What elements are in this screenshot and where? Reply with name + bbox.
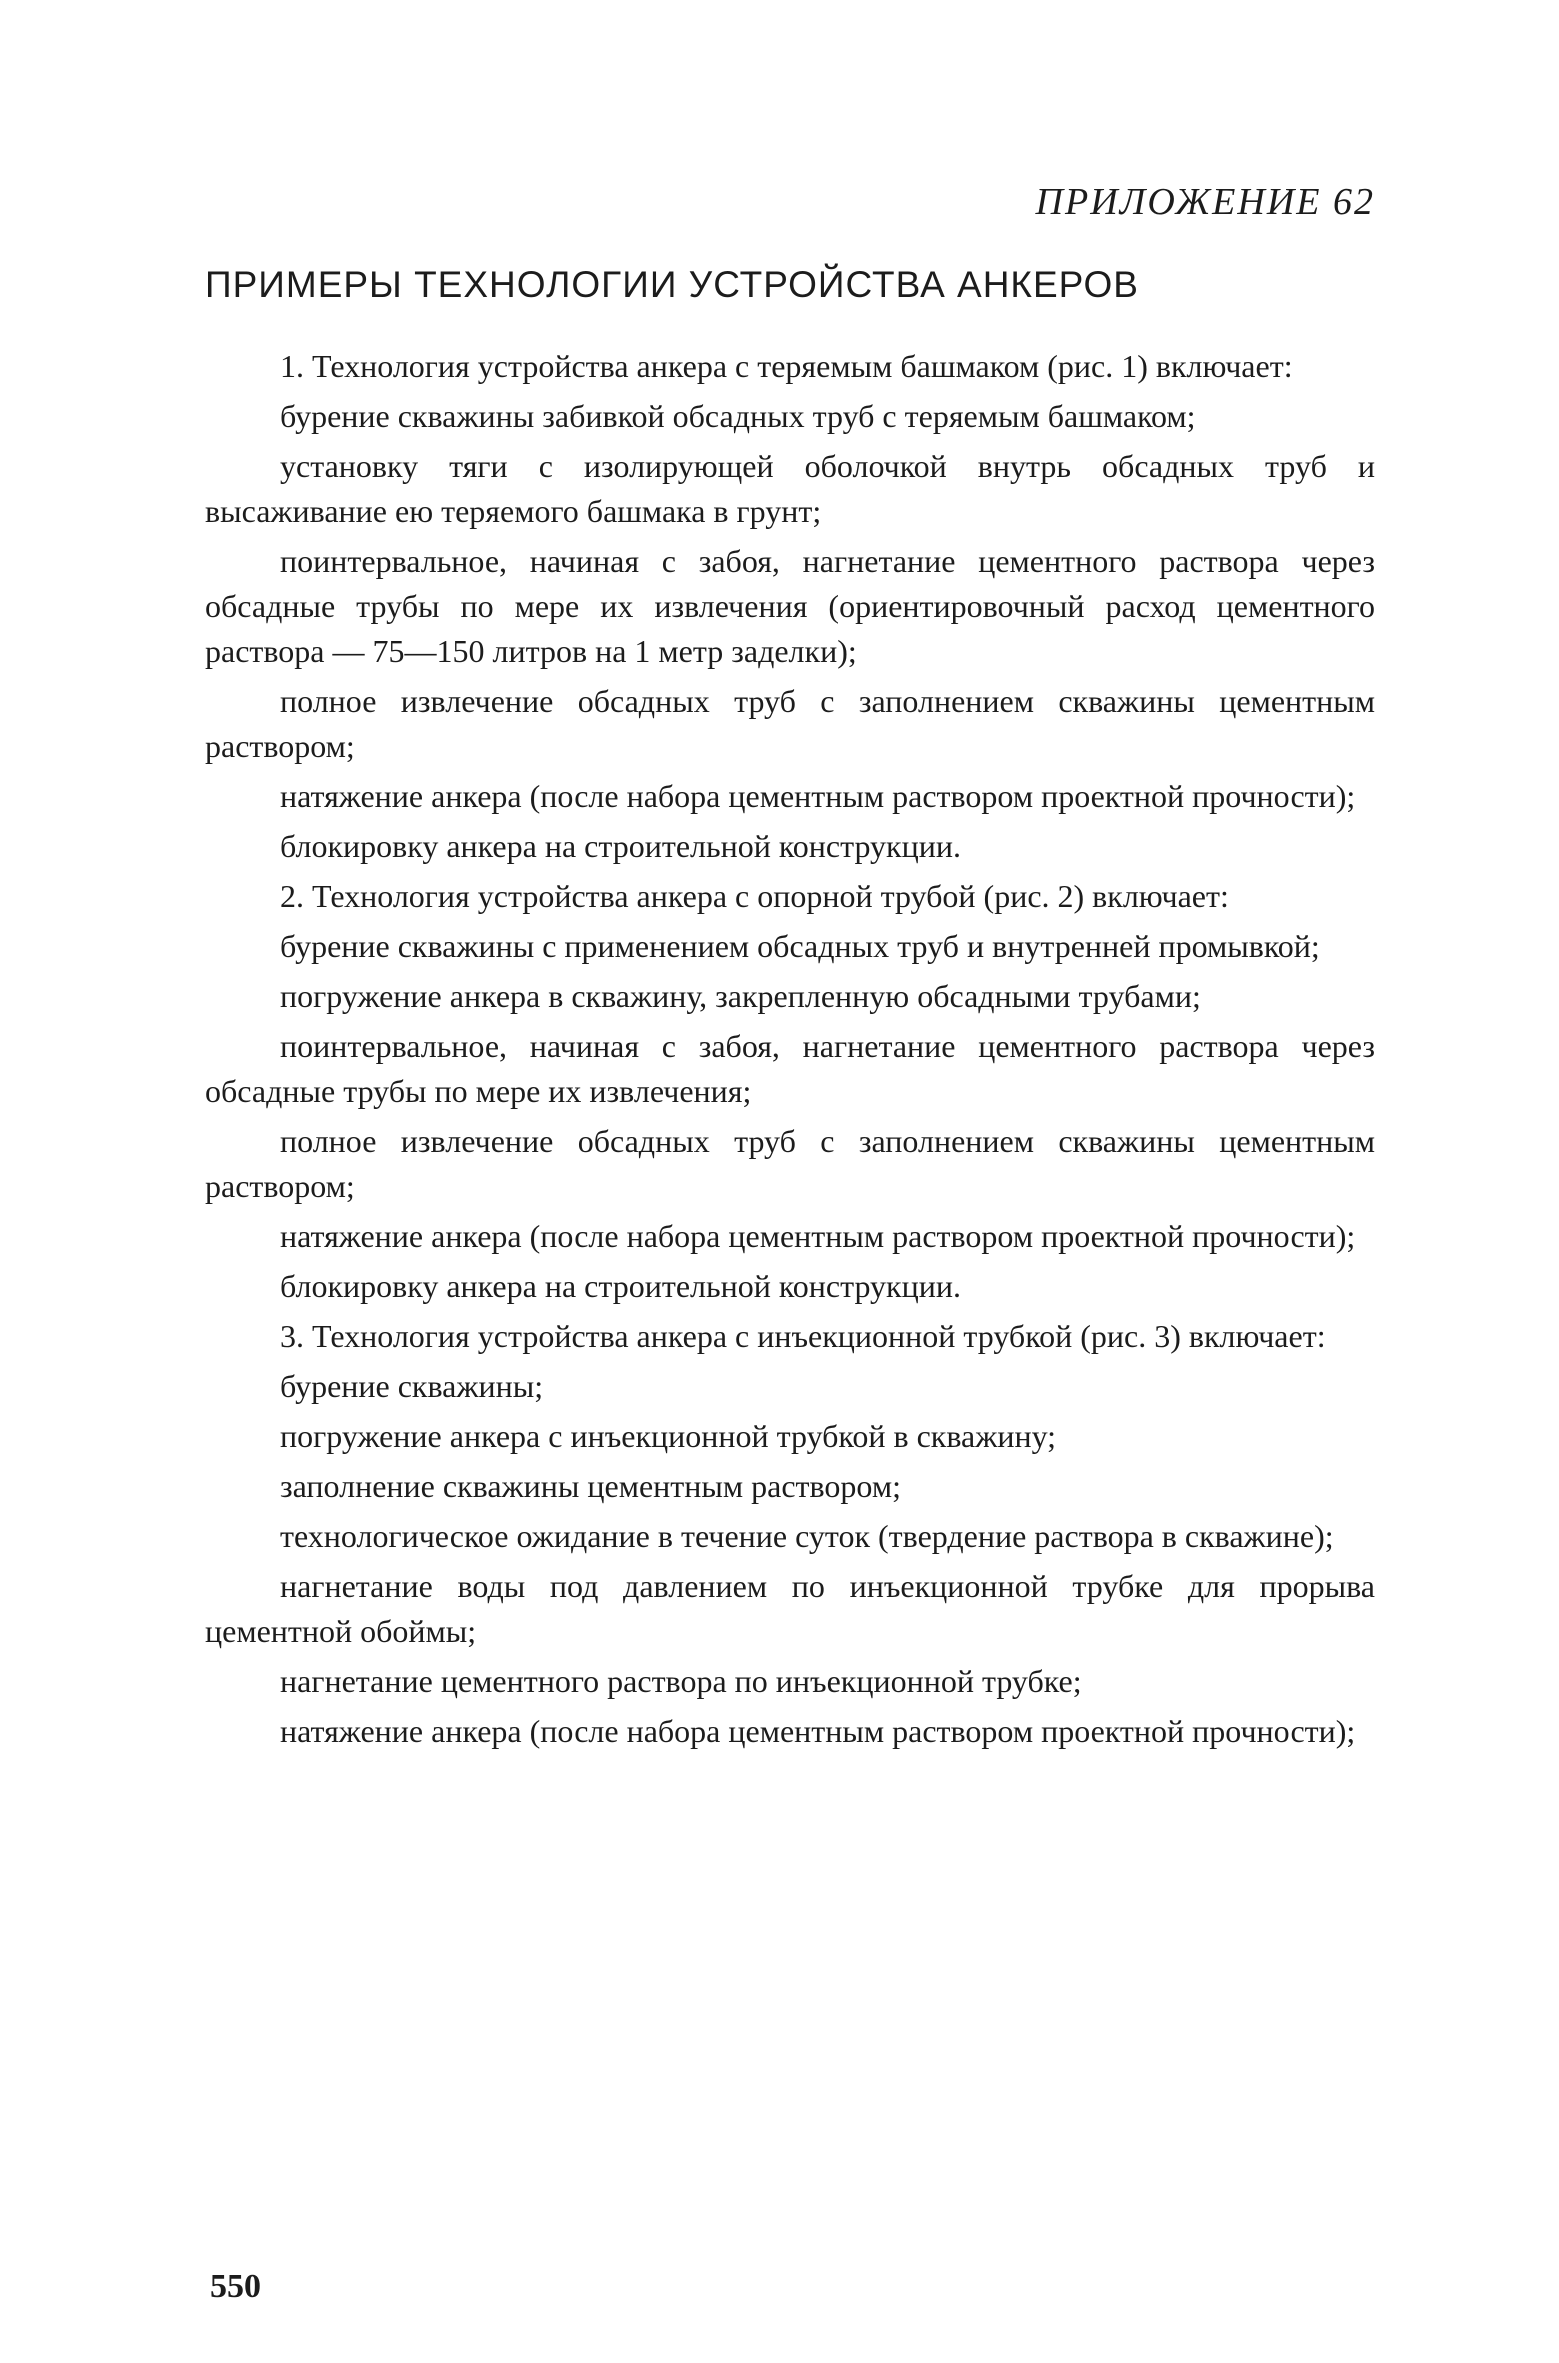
list-item: установку тяги с изолирующей оболочкой внутрь обсадных труб и высаживание ею теряемого башмака в грунт; <box>205 448 1375 529</box>
section-2-intro: 2. Технология устройства анкера с опорной трубой (рис. 2) включает: <box>280 878 1229 914</box>
list-item: натяжение анкера (после набора цементным раствором проектной прочности); <box>280 1218 1356 1254</box>
list-item: погружение анкера с инъекционной трубкой в скважину; <box>280 1418 1057 1454</box>
list-item: нагнетание цементного раствора по инъекционной трубке; <box>280 1663 1082 1699</box>
document-page <box>205 180 1375 1759</box>
list-item: натяжение анкера (после набора цементным раствором проектной прочности); <box>280 1713 1356 1749</box>
list-item: бурение скважины; <box>280 1368 544 1404</box>
list-item: бурение скважины с применением обсадных труб и внутренней промывкой; <box>280 928 1320 964</box>
list-item: блокировку анкера на строительной конструкции. <box>280 1268 961 1304</box>
list-item: натяжение анкера (после набора цементным раствором проектной прочности); <box>280 778 1356 814</box>
section-1-intro: 1. Технология устройства анкера с теряемым башмаком (рис. 1) включает: <box>280 348 1293 384</box>
list-item: поинтервальное, начиная с забоя, нагнетание цементного раствора через обсадные трубы по мере их извлечения; <box>205 1028 1375 1109</box>
list-item: нагнетание воды под давлением по инъекционной трубке для прорыва цементной обоймы; <box>205 1568 1375 1649</box>
list-item: бурение скважины забивкой обсадных труб с теряемым башмаком; <box>280 398 1196 434</box>
appendix-label: ПРИЛОЖЕНИЕ 62 <box>1035 181 1375 223</box>
list-item: технологическое ожидание в течение суток (твердение раствора в скважине); <box>280 1518 1334 1554</box>
list-item: блокировку анкера на строительной конструкции. <box>280 828 961 864</box>
page-title: ПРИМЕРЫ ТЕХНОЛОГИИ УСТРОЙСТВА АНКЕРОВ <box>205 264 1139 305</box>
page-number: 550 <box>210 2268 261 2305</box>
body-text <box>205 344 1375 1759</box>
list-item: полное извлечение обсадных труб с заполнением скважины цементным раствором; <box>205 1123 1375 1204</box>
section-3-intro: 3. Технология устройства анкера с инъекционной трубкой (рис. 3) включает: <box>280 1318 1326 1354</box>
list-item: полное извлечение обсадных труб с заполнением скважины цементным раствором; <box>205 683 1375 764</box>
list-item: поинтервальное, начиная с забоя, нагнетание цементного раствора через обсадные трубы по мере их извлечения (ориентировочный расход цементного раствора — 75—150 литров на 1 метр заделки); <box>205 543 1375 669</box>
list-item: погружение анкера в скважину, закрепленную обсадными трубами; <box>280 978 1201 1014</box>
list-item: заполнение скважины цементным раствором; <box>280 1468 901 1504</box>
